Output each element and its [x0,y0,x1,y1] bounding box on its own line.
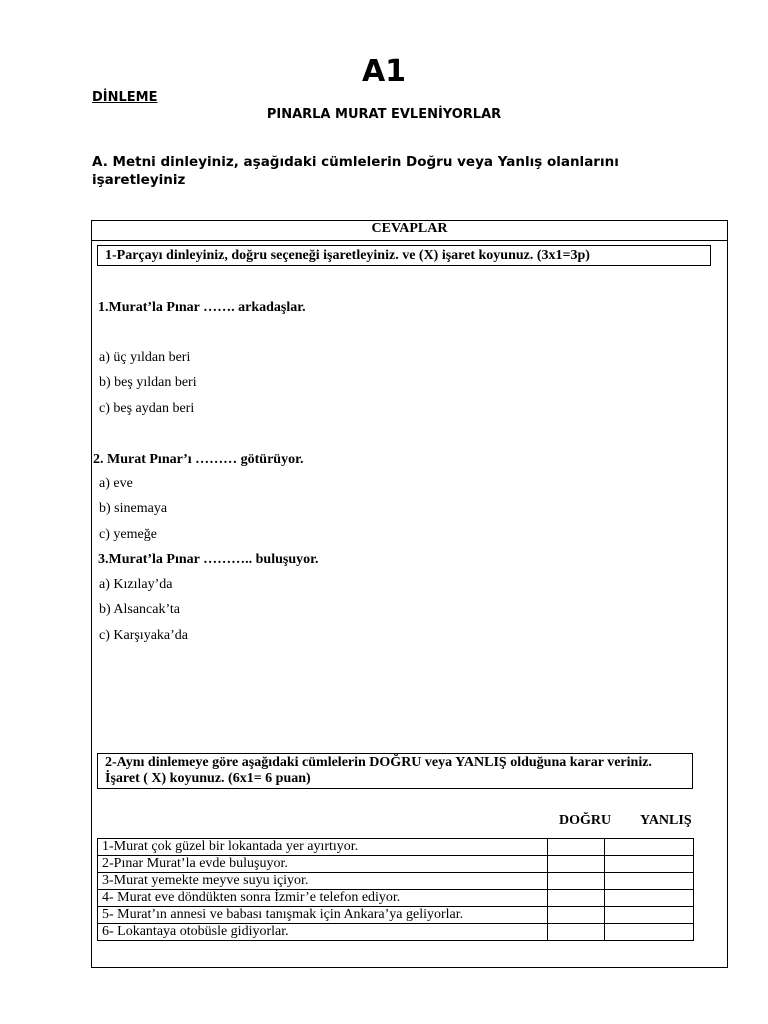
question-1-option-c[interactable]: c) beş aydan beri [99,401,195,416]
true-answer-cell[interactable] [548,890,605,907]
statement-text: 1-Murat çok güzel bir lokantada yer ayırtıyor. [98,839,548,856]
statement-text: 4- Murat eve döndükten sonra İzmir’e telefon ediyor. [98,890,548,907]
false-answer-cell[interactable] [605,856,694,873]
true-answer-cell[interactable] [548,924,605,941]
statement-text: 2-Pınar Murat’la evde buluşuyor. [98,856,548,873]
column-header-true: DOĞRU [559,813,612,828]
false-answer-cell[interactable] [605,924,694,941]
main-instruction: A. Metni dinleyiniz, aşağıdaki cümlelerin Doğru veya Yanlış olanlarını işaretleyiniz [92,154,619,188]
story-title: PINARLA MURAT EVLENİYORLAR [266,107,502,122]
page-title: A1 [361,54,407,89]
question-3-option-c[interactable]: c) Karşıyaka’da [99,628,189,643]
question-3-option-a[interactable]: a) Kızılay’da [99,577,173,592]
table-row [98,907,694,924]
false-answer-cell[interactable] [605,890,694,907]
question-3-stem: 3.Murat’la Pınar ……….. buluşuyor. [98,552,319,567]
part1-instruction: 1-Parçayı dinleyiniz, doğru seçeneği işaretleyiniz. ve (X) işaret koyunuz. (3x1=3p) [97,245,711,266]
table-row [98,924,694,941]
statement-text: 6- Lokantaya otobüsle gidiyorlar. [98,924,548,941]
section-label: DİNLEME [92,90,158,105]
statement-text: 5- Murat’ın annesi ve babası tanışmak için Ankara’ya geliyorlar. [98,907,548,924]
heading-divider [92,240,727,241]
table-row [98,839,694,856]
false-answer-cell[interactable] [605,873,694,890]
table-row [98,856,694,873]
question-2-stem: 2. Murat Pınar’ı ……… götürüyor. [93,452,304,467]
question-3-option-b[interactable]: b) Alsancak’ta [99,602,180,617]
table-row [98,890,694,907]
false-answer-cell[interactable] [605,907,694,924]
question-1-stem: 1.Murat’la Pınar ……. arkadaşlar. [98,300,306,315]
table-row [98,873,694,890]
true-answer-cell[interactable] [548,907,605,924]
answers-heading: CEVAPLAR [371,221,448,236]
question-2-option-b[interactable]: b) sinemaya [99,501,168,516]
part2-instruction: 2-Aynı dinlemeye göre aşağıdaki cümlelerin DOĞRU veya YANLIŞ olduğuna karar veriniz. İşaret ( X) koyunuz. (6x1= 6 puan) [97,753,693,789]
false-answer-cell[interactable] [605,839,694,856]
true-answer-cell[interactable] [548,856,605,873]
true-answer-cell[interactable] [548,873,605,890]
question-1-option-a[interactable]: a) üç yıldan beri [99,350,191,365]
question-1-option-b[interactable]: b) beş yıldan beri [99,375,197,390]
statement-text: 3-Murat yemekte meyve suyu içiyor. [98,873,548,890]
true-answer-cell[interactable] [548,839,605,856]
column-header-false: YANLIŞ [640,813,692,828]
question-2-option-c[interactable]: c) yemeğe [99,527,157,542]
question-2-option-a[interactable]: a) eve [99,476,133,491]
true-false-table [97,838,694,941]
